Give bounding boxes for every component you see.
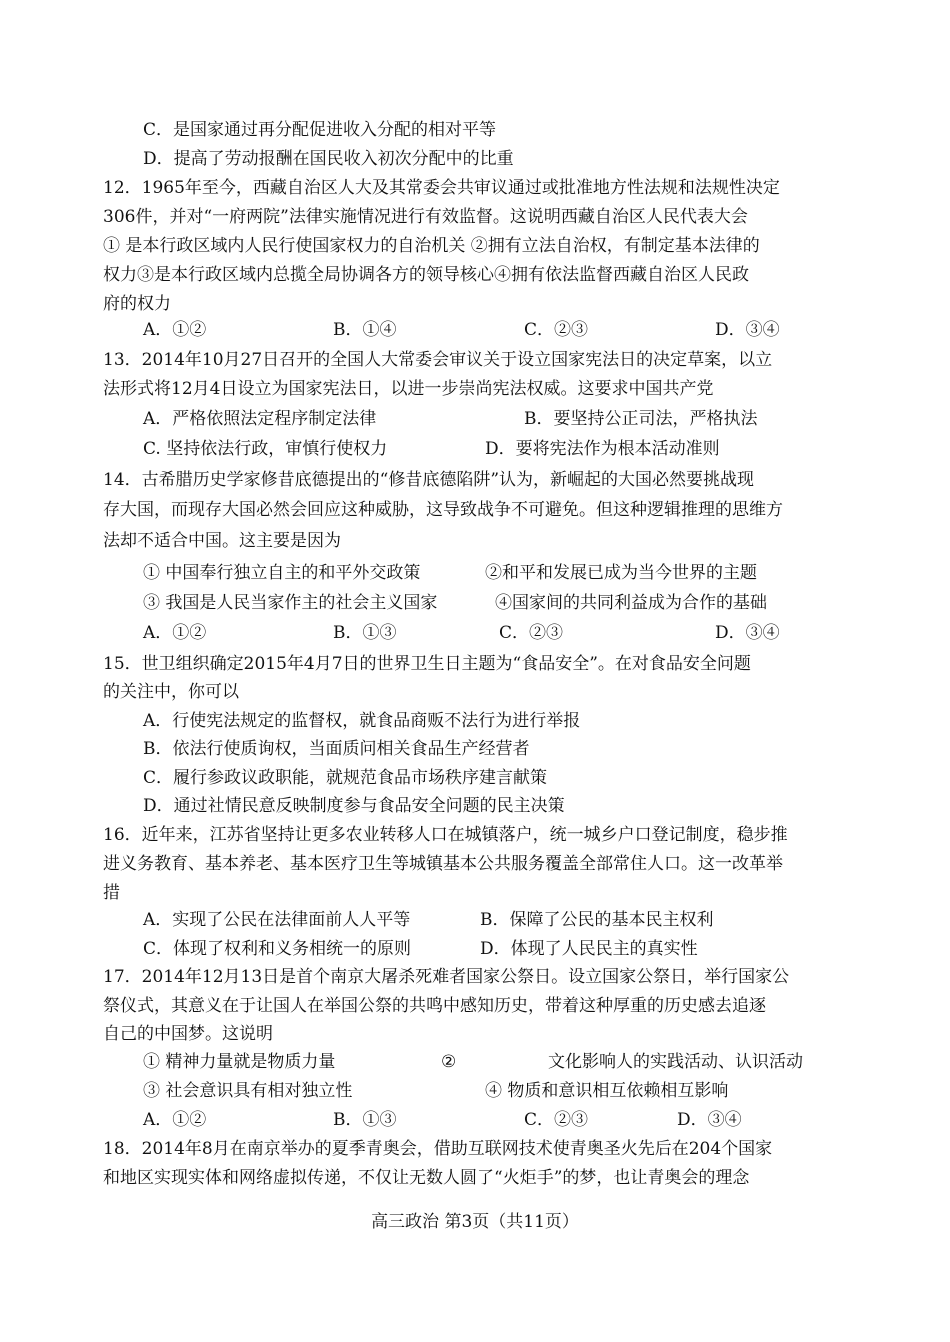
q14-choice-a: A．①② <box>143 623 207 643</box>
q11-option-d: D．提高了劳动报酬在国民收入初次分配中的比重 <box>143 149 514 169</box>
q13-option-c: C. 坚持依法行政，审慎行使权力 <box>143 439 388 459</box>
q15-option-b: B．依法行使质询权，当面质问相关食品生产经营者 <box>143 739 530 759</box>
q13-option-a: A．严格依照法定程序制定法律 <box>143 409 377 429</box>
q12-stem-line: 306件，并对“一府两院”法律实施情况进行有效监督。这说明西藏自治区人民代表大会 <box>103 207 748 227</box>
q17-stem-line: 自己的中国梦。这说明 <box>103 1024 273 1044</box>
q11-option-c: C．是国家通过再分配促进收入分配的相对平等 <box>143 120 497 140</box>
q15-option-d: D．通过社情民意反映制度参与食品安全问题的民主决策 <box>143 796 565 816</box>
q17-item-4: ④ 物质和意识相互依赖相互影响 <box>485 1081 729 1101</box>
q12-stem-line: 12．1965年至今，西藏自治区人大及其常委会共审议通过或批准地方性法规和法规性决定 <box>103 178 780 198</box>
q13-stem-line: 法形式将12月4日设立为国家宪法日，以进一步崇尚宪法权威。这要求中国共产党 <box>103 379 714 399</box>
q12-choice-a: A．①② <box>143 320 207 340</box>
q15-option-a: A．行使宪法规定的监督权，就食品商贩不法行为进行举报 <box>143 711 581 731</box>
q14-stem-line: 法却不适合中国。这主要是因为 <box>103 531 341 551</box>
q14-choice-b: B．①③ <box>333 623 397 643</box>
q18-stem-line: 18．2014年8月在南京举办的夏季青奥会，借助互联网技术使青奥圣火先后在204个国家 <box>103 1139 773 1159</box>
q14-stem-line: 14．古希腊历史学家修昔底德提出的“修昔底德陷阱”认为，新崛起的大国必然要挑战现 <box>103 470 755 490</box>
q16-stem-line: 16．近年来，江苏省坚持让更多农业转移人口在城镇落户，统一城乡户口登记制度，稳步推 <box>103 825 788 845</box>
q14-item-3: ③ 我国是人民当家作主的社会主义国家 <box>143 593 438 613</box>
q12-choice-c: C．②③ <box>524 320 589 340</box>
q16-option-c: C．体现了权利和义务相统一的原则 <box>143 939 412 959</box>
q14-choice-c: C．②③ <box>499 623 564 643</box>
q13-option-d: D．要将宪法作为根本活动准则 <box>485 439 720 459</box>
q12-stem-line: ① 是本行政区域内人民行使国家权力的自治机关 ②拥有立法自治权，有制定基本法律的 <box>103 236 760 256</box>
q17-choice-c: C．②③ <box>524 1110 589 1130</box>
q18-stem-line: 和地区实现实体和网络虚拟传递，不仅让无数人圆了“火炬手”的梦，也让青奥会的理念 <box>103 1168 750 1188</box>
q16-option-a: A．实现了公民在法律面前人人平等 <box>143 910 411 930</box>
q16-option-b: B．保障了公民的基本民主权利 <box>480 910 714 930</box>
q14-stem-line: 存大国，而现存大国必然会回应这种威胁，这导致战争不可避免。但这种逻辑推理的思维方 <box>103 500 783 520</box>
q16-stem-line: 措 <box>103 883 120 903</box>
q12-choice-b: B．①④ <box>333 320 397 340</box>
q17-choice-d: D．③④ <box>677 1110 742 1130</box>
q16-option-d: D．体现了人民民主的真实性 <box>480 939 698 959</box>
q12-stem-line: 府的权力 <box>103 294 171 314</box>
q13-stem-line: 13．2014年10月27日召开的全国人大常委会审议关于设立国家宪法日的决定草案，以立 <box>103 350 773 370</box>
q17-item-1: ① 精神力量就是物质力量 <box>143 1052 336 1072</box>
q17-choice-b: B．①③ <box>333 1110 397 1130</box>
q17-item-3: ③ 社会意识具有相对独立性 <box>143 1081 353 1101</box>
q15-stem-line: 15．世卫组织确定2015年4月7日的世界卫生日主题为“食品安全”。在对食品安全问题 <box>103 654 751 674</box>
page-footer: 高三政治 第3页（共11页） <box>371 1212 579 1232</box>
q17-stem-line: 17．2014年12月13日是首个南京大屠杀死难者国家公祭日。设立国家公祭日，举行国家公 <box>103 967 790 987</box>
q17-stem-line: 祭仪式，其意义在于让国人在举国公祭的共鸣中感知历史，带着这种厚重的历史感去追逐 <box>103 996 766 1016</box>
q15-option-c: C．履行参政议政职能，就规范食品市场秩序建言献策 <box>143 768 548 788</box>
q17-choice-a: A．①② <box>143 1110 207 1130</box>
q14-item-2: ②和平和发展已成为当今世界的主题 <box>485 563 757 583</box>
q12-choice-d: D．③④ <box>715 320 780 340</box>
q14-choice-d: D．③④ <box>715 623 780 643</box>
q16-stem-line: 进义务教育、基本养老、基本医疗卫生等城镇基本公共服务覆盖全部常住人口。这一改革举 <box>103 854 783 874</box>
q15-stem-line: 的关注中，你可以 <box>103 682 239 702</box>
q14-item-4: ④国家间的共同利益成为合作的基础 <box>495 593 767 613</box>
q13-option-b: B．要坚持公正司法，严格执法 <box>524 409 758 429</box>
q12-stem-line: 权力③是本行政区域内总揽全局协调各方的领导核心④拥有依法监督西藏自治区人民政 <box>103 265 749 285</box>
q17-item-2-number: ② <box>441 1052 457 1072</box>
q14-item-1: ① 中国奉行独立自主的和平外交政策 <box>143 563 421 583</box>
q17-item-2: 文化影响人的实践活动、认识活动 <box>548 1052 803 1072</box>
